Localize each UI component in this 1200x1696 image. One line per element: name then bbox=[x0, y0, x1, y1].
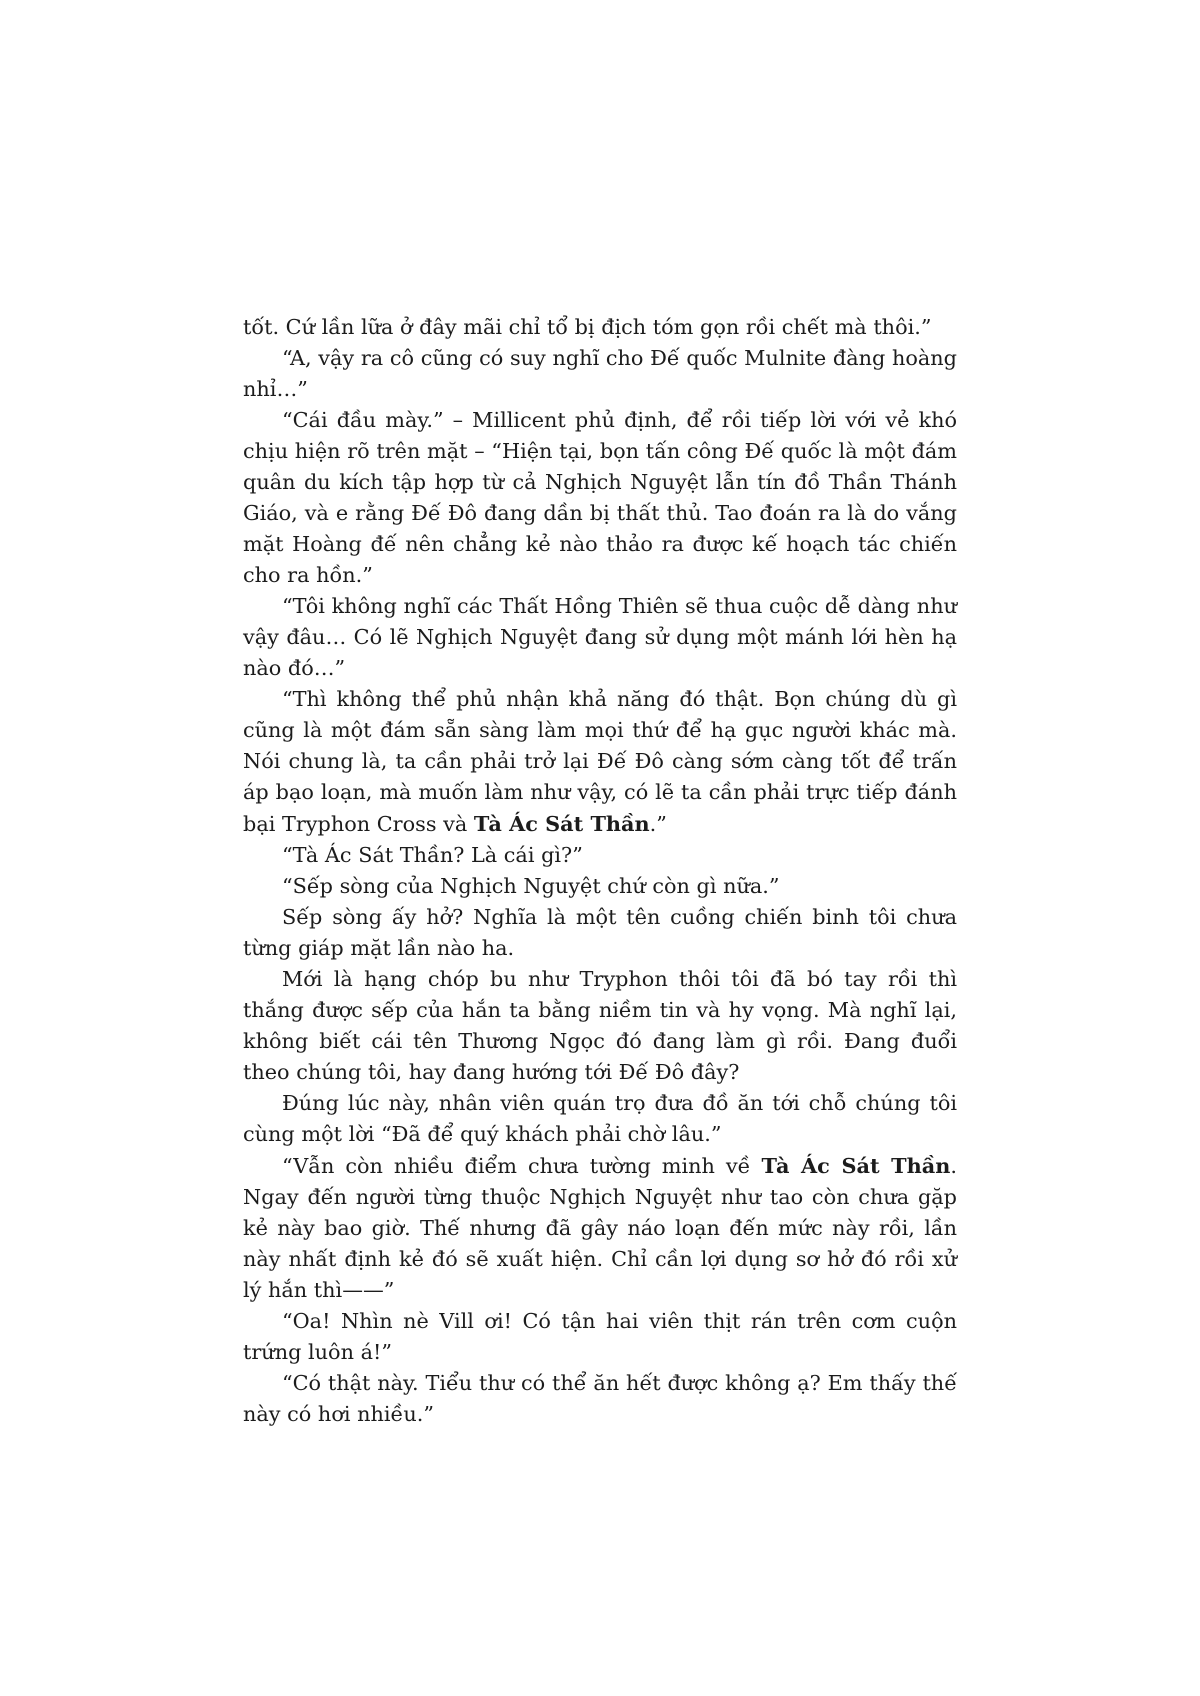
text-run: “Vẫn còn nhiều điểm chưa tường minh về bbox=[282, 1154, 762, 1178]
paragraph-2 bbox=[243, 343, 957, 405]
paragraph-4 bbox=[243, 591, 957, 684]
text-run: “Có thật này. Tiểu thư có thể ăn hết được không ạ? Em thấy thế này có hơi nhiều.” bbox=[243, 1371, 957, 1426]
paragraph-8 bbox=[243, 902, 957, 964]
text-run: “Tôi không nghĩ các Thất Hồng Thiên sẽ thua cuộc dễ dàng như vậy đâu… Có lẽ Nghịch Nguyệt đang sử dụng một mánh lới hèn hạ nào đó…” bbox=[243, 594, 957, 680]
paragraph-13 bbox=[243, 1368, 957, 1430]
paragraph-12 bbox=[243, 1306, 957, 1368]
text-run: Mới là hạng chóp bu như Tryphon thôi tôi đã bó tay rồi thì thắng được sếp của hắn ta bằng niềm tin và hy vọng. Mà nghĩ lại, không biết cái tên Thương Ngọc đó đang làm gì rồi. Đang đuổi theo chúng tôi, hay đang hướng tới Đế Đô đây? bbox=[243, 967, 957, 1084]
bold-term: Tà Ác Sát Thần bbox=[761, 1153, 951, 1178]
paragraph-1 bbox=[243, 312, 957, 343]
text-run: “Sếp sòng của Nghịch Nguyệt chứ còn gì nữa.” bbox=[282, 874, 780, 898]
text-run: Đúng lúc này, nhân viên quán trọ đưa đồ ăn tới chỗ chúng tôi cùng một lời “Đã để quý khách phải chờ lâu.” bbox=[243, 1091, 957, 1146]
text-run: .” bbox=[649, 812, 667, 836]
paragraph-11 bbox=[243, 1150, 957, 1306]
text-run: . Ngay đến người từng thuộc Nghịch Nguyệt như tao còn chưa gặp kẻ này bao giờ. Thế nhưng đã gây náo loạn đến mức này rồi, lần này nhất định kẻ đó sẽ xuất hiện. Chỉ cần lợi dụng sơ hở đó rồi xử lý hắn thì——” bbox=[243, 1154, 957, 1302]
paragraph-6 bbox=[243, 840, 957, 871]
text-run: Sếp sòng ấy hở? Nghĩa là một tên cuồng chiến binh tôi chưa từng giáp mặt lần nào ha. bbox=[243, 905, 957, 960]
text-run: tốt. Cứ lần lữa ở đây mãi chỉ tổ bị địch tóm gọn rồi chết mà thôi.” bbox=[243, 315, 932, 339]
paragraph-10 bbox=[243, 1088, 957, 1150]
text-run: “Thì không thể phủ nhận khả năng đó thật. Bọn chúng dù gì cũng là một đám sẵn sàng làm mọi thứ để hạ gục người khác mà. Nói chung là, ta cần phải trở lại Đế Đô càng sớm càng tốt để trấn áp bạo loạn, mà muốn làm như vậy, có lẽ ta cần phải trực tiếp đánh bại Tryphon Cross và bbox=[243, 687, 957, 836]
paragraph-9 bbox=[243, 964, 957, 1088]
bold-term: Tà Ác Sát Thần bbox=[473, 811, 650, 836]
text-run: “Oa! Nhìn nè Vill ơi! Có tận hai viên thịt rán trên cơm cuộn trứng luôn á!” bbox=[243, 1309, 957, 1364]
text-run: “A, vậy ra cô cũng có suy nghĩ cho Đế quốc Mulnite đàng hoàng nhỉ…” bbox=[243, 346, 957, 401]
page-text bbox=[243, 312, 957, 1430]
text-run: “Tà Ác Sát Thần? Là cái gì?” bbox=[282, 843, 583, 867]
text-run: “Cái đầu mày.” – Millicent phủ định, để rồi tiếp lời với vẻ khó chịu hiện rõ trên mặt – “Hiện tại, bọn tấn công Đế quốc là một đám quân du kích tập hợp từ cả Nghịch Nguyệt lẫn tín đồ Thần Thánh Giáo, và e rằng Đế Đô đang dần bị thất thủ. Tao đoán ra là do vắng mặt Hoàng đế nên chẳng kẻ nào thảo ra được kế hoạch tác chiến cho ra hồn.” bbox=[243, 408, 957, 587]
paragraph-3 bbox=[243, 405, 957, 591]
paragraph-7 bbox=[243, 871, 957, 902]
paragraph-5 bbox=[243, 684, 957, 840]
